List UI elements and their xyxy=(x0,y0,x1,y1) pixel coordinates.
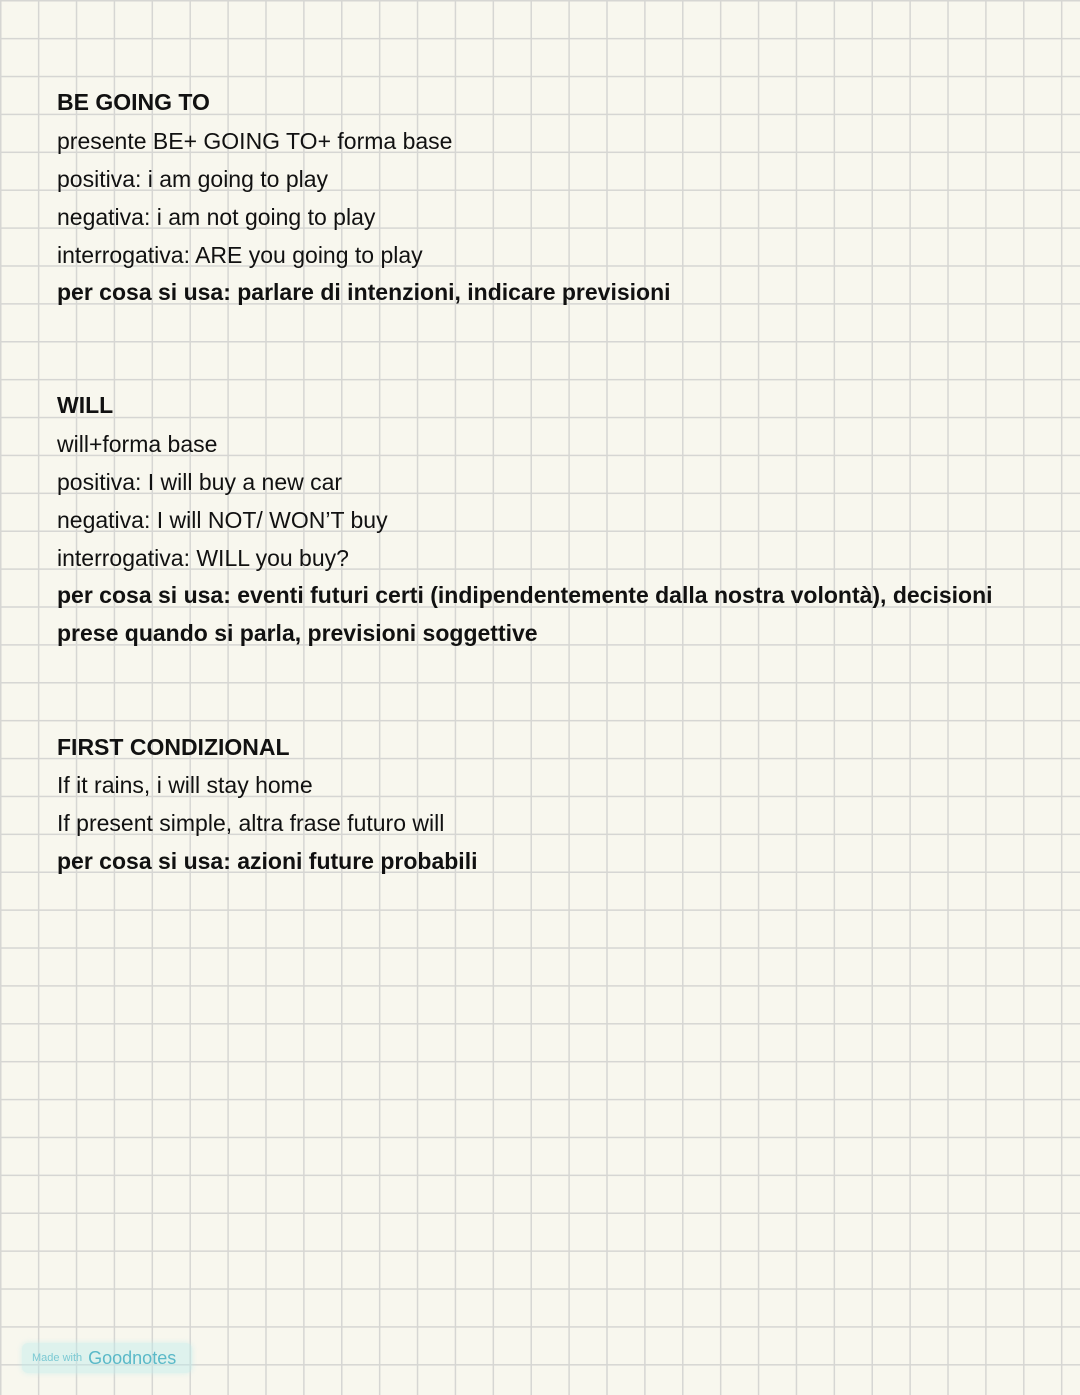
note-line: positiva: I will buy a new car xyxy=(57,469,343,495)
note-line: negativa: i am not going to play xyxy=(57,204,376,230)
note-line: interrogativa: ARE you going to play xyxy=(57,242,423,268)
usage-line: per cosa si usa: parlare di intenzioni, indicare previsioni xyxy=(57,279,671,305)
section-title: BE GOING TO xyxy=(57,89,210,115)
note-line: negativa: I will NOT/ WON’T buy xyxy=(57,507,388,533)
usage-line: per cosa si usa: azioni future probabili xyxy=(57,848,478,874)
usage-line: prese quando si parla, previsioni soggettive xyxy=(57,620,538,646)
note-line: positiva: i am going to play xyxy=(57,166,329,192)
note-line: interrogativa: WILL you buy? xyxy=(57,545,349,571)
section-title: WILL xyxy=(57,392,114,418)
goodnotes-badge xyxy=(22,1343,192,1373)
note-line: If present simple, altra frase futuro will xyxy=(57,810,445,836)
usage-line: per cosa si usa: eventi futuri certi (indipendentemente dalla nostra volontà), decisioni xyxy=(57,582,993,608)
note-line: presente BE+ GOING TO+ forma base xyxy=(57,128,453,154)
made-with-label: Made with xyxy=(32,1352,83,1364)
note-line: If it rains, i will stay home xyxy=(57,772,313,798)
section-title: FIRST CONDIZIONAL xyxy=(57,734,290,760)
note-line: will+forma base xyxy=(57,431,218,457)
goodnotes-logo: Goodnotes xyxy=(88,1347,177,1368)
